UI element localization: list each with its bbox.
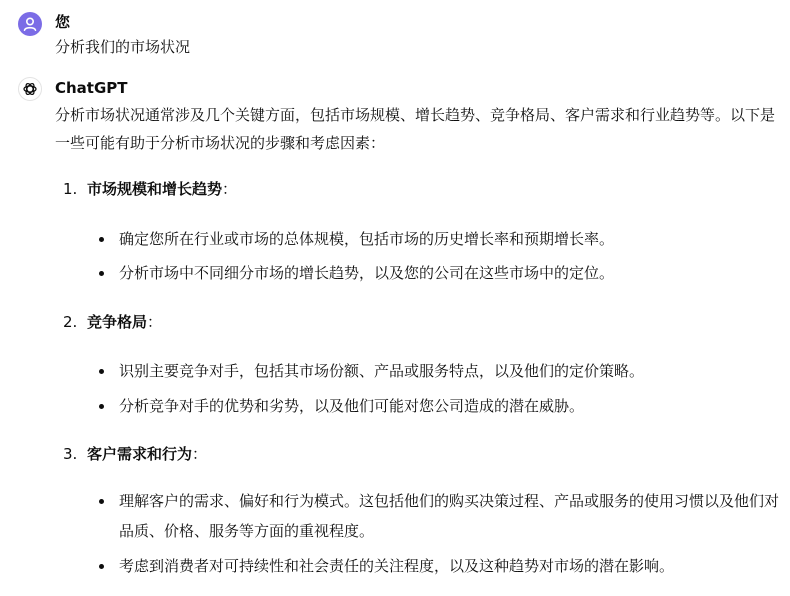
assistant-name: ChatGPT: [55, 79, 128, 97]
openai-logo-icon: [19, 78, 41, 100]
section-3-title: 客户需求和行为: [87, 445, 193, 463]
section-1-title: 市场规模和增长趋势: [87, 180, 223, 198]
section-2-heading: [87, 310, 162, 334]
section-2-title: 竞争格局: [87, 313, 148, 331]
section-1-number: 1.: [63, 180, 78, 198]
assistant-avatar: [18, 77, 42, 101]
user-icon: [18, 12, 42, 36]
section-3-bullet-2: 考虑到消费者对可持续性和社会责任的关注程度，以及这种趋势对市场的潜在影响。: [119, 557, 675, 575]
bullet-dot: [99, 369, 104, 374]
section-2-number: 2.: [63, 313, 78, 331]
bullet-dot: [99, 404, 104, 409]
section-3-colon: ：: [192, 445, 208, 463]
bullet-dot: [99, 271, 104, 276]
section-3-number: 3.: [63, 445, 78, 463]
section-1-bullet-2: 分析市场中不同细分市场的增长趋势，以及您的公司在这些市场中的定位。: [119, 264, 615, 282]
section-2-bullet-2: 分析竞争对手的优势和劣势，以及他们可能对您公司造成的潜在威胁。: [119, 397, 585, 415]
section-3-heading: [87, 442, 207, 466]
bullet-dot: [99, 499, 104, 504]
bullet-dot: [99, 564, 104, 569]
section-1-bullet-1: 确定您所在行业或市场的总体规模，包括市场的历史增长率和预期增长率。: [119, 230, 615, 248]
bullet-dot: [99, 237, 104, 242]
section-2-bullet-1: 识别主要竞争对手，包括其市场份额、产品或服务特点，以及他们的定价策略。: [119, 362, 645, 380]
section-1-colon: ：: [222, 180, 238, 198]
section-1-heading: [87, 177, 237, 201]
assistant-intro: 分析市场状况通常涉及几个关键方面，包括市场规模、增长趋势、竞争格局、客户需求和行业趋势等。以下是一些可能有助于分析市场状况的步骤和考虑因素：: [55, 106, 776, 152]
section-3-bullet-1: 理解客户的需求、偏好和行为模式。这包括他们的购买决策过程、产品或服务的使用习惯以及他们对品质、价格、服务等方面的重视程度。: [119, 492, 780, 540]
user-avatar: [18, 12, 42, 36]
user-name: 您: [55, 13, 71, 31]
section-2-colon: ：: [147, 313, 163, 331]
user-message: 分析我们的市场状况: [55, 38, 191, 56]
